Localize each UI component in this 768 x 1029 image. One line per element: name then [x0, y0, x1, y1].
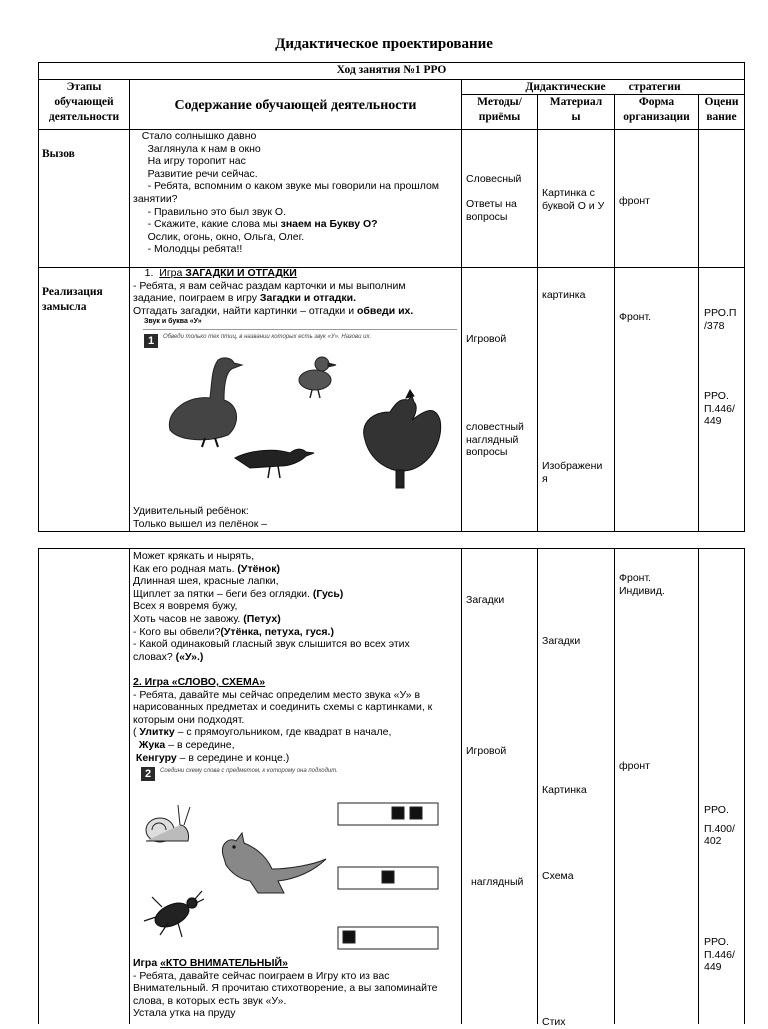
lesson-header: Ход занятия №1 РРО [336, 64, 447, 76]
crow-image [235, 449, 314, 478]
content-header: Содержание обучающей деятельности [174, 98, 417, 113]
row3-material-picture: Картинка [542, 784, 587, 796]
snail-image [146, 805, 190, 842]
row1-content: Стало солнышко давно Заглянула к нам в окно На игру торопит нас Развитие речи сейчас. - Ребята, вспомним о каком звуке мы говорили на прошлом занятии? - Правильно это был звук О. - Скажите, какие слова мы знаем на Букву О? Ослик, огонь, окно, Ольга, Олег. - Молодцы ребята!! [133, 130, 440, 256]
row3-form-a: Фронт. Индивид. [619, 572, 665, 597]
scheme-2 [338, 867, 438, 889]
row2-methods-visual: словестный наглядный вопросы [466, 421, 524, 459]
worksheet1-task: Обведи только тех птиц, в названии которых есть звук «У». Назови их. [163, 334, 372, 340]
row3-method-riddles: Загадки [466, 594, 505, 606]
rooster-image [364, 390, 441, 488]
row3-material-scheme: Схема [542, 870, 574, 882]
duckling-image [299, 357, 336, 398]
scheme-1 [338, 803, 438, 825]
row3-method-visual: наглядный [471, 876, 524, 888]
scheme-3 [338, 927, 438, 949]
materials-header: Материал ы [549, 96, 603, 123]
worksheet1-number: 1 [144, 334, 158, 348]
worksheet1-title: Звук и буква «У» [144, 318, 202, 325]
word-scheme-illustration [138, 785, 458, 955]
row1-methods: Словесный Ответы на вопросы [466, 173, 522, 223]
row3-form-b: фронт [619, 760, 650, 772]
row3-assessment-b: РРО. П.446/ 449 [704, 936, 735, 974]
stage-call: Вызов [42, 148, 75, 160]
page-title: Дидактическое проектирование [275, 36, 493, 52]
row3-assessment-a: РРО. П.400/ 402 [704, 804, 735, 848]
birds-illustration [150, 350, 450, 500]
row3-game3: Игра «КТО ВНИМАТЕЛЬНЫЙ» - Ребята, давайте сейчас поиграем в Игру кто из вас Внимательный. Я прочитаю стихотворение, а вы запоминайте слова, в которых есть звук «У». Устала утка на пруду [133, 957, 438, 1020]
row3-riddles: Может крякать и нырять, Как его родная мать. (Утёнок) Длинная шея, красные лапки, Щиплет за пятки – беги без оглядки. (Гусь) Всех я вовремя бужу, Хоть часов не завожу. (Петух) - Кого вы обвели?(Утёнка, петуха, гуся.) - Какой одинаковый гласный звук слышится во всех этих словах? («У».) [133, 550, 410, 663]
beetle-image [144, 891, 204, 937]
methods-header: Методы/ приёмы [477, 96, 522, 123]
strategies-header: Дидактические стратегии [525, 81, 681, 93]
row2-content: 1. Игра ЗАГАДКИ И ОТГАДКИ - Ребята, я вам сейчас раздам карточки и мы выполним задание, поиграем в игру Загадки и отгадки. Отгадать загадки, найти картинки – отгадки и обведи их. [133, 267, 414, 317]
worksheet2-number: 2 [141, 767, 155, 781]
row2-assessment-b: РРО. П.446/ 449 [704, 390, 735, 428]
row2-method-game: Игровой [466, 333, 507, 345]
form-header: Форма организации [623, 96, 690, 123]
worksheet2-task: Соедини схему слова с предметом, к которому она подходит. [160, 768, 338, 774]
row1-materials: Картинка с буквой О и У [542, 187, 605, 212]
row2-form: Фронт. [619, 311, 652, 323]
stages-header: Этапы обучающей деятельности [48, 81, 120, 123]
row3-material-poem: Стих [542, 1016, 566, 1028]
row3-method-game: Игровой [466, 745, 507, 757]
goose-image [169, 358, 242, 447]
assessment-header: Оцени вание [704, 96, 739, 123]
row3-game2: 2. Игра «СЛОВО, СХЕМА» - Ребята, давайте мы сейчас определим место звука «У» в нарисованных предметах и соединить схемы с картинками, к которым они подходят. ( Улитку – с прямоугольником, где квадрат в начале, Жука – в середине, Кенгуру – в середине и конце.) [133, 676, 433, 764]
stage-realization: Реализация замысла [42, 286, 103, 313]
row2-assessment-a: РРО.П /378 [704, 307, 737, 332]
riddle-start: Удивительный ребёнок: Только вышел из пелёнок – [133, 505, 268, 530]
row2-material-picture: картинка [542, 289, 586, 301]
kangaroo-image [222, 833, 326, 893]
row1-form: фронт [619, 195, 650, 207]
row3-material-riddles: Загадки [542, 635, 581, 647]
row2-material-images: Изображени я [542, 460, 603, 485]
